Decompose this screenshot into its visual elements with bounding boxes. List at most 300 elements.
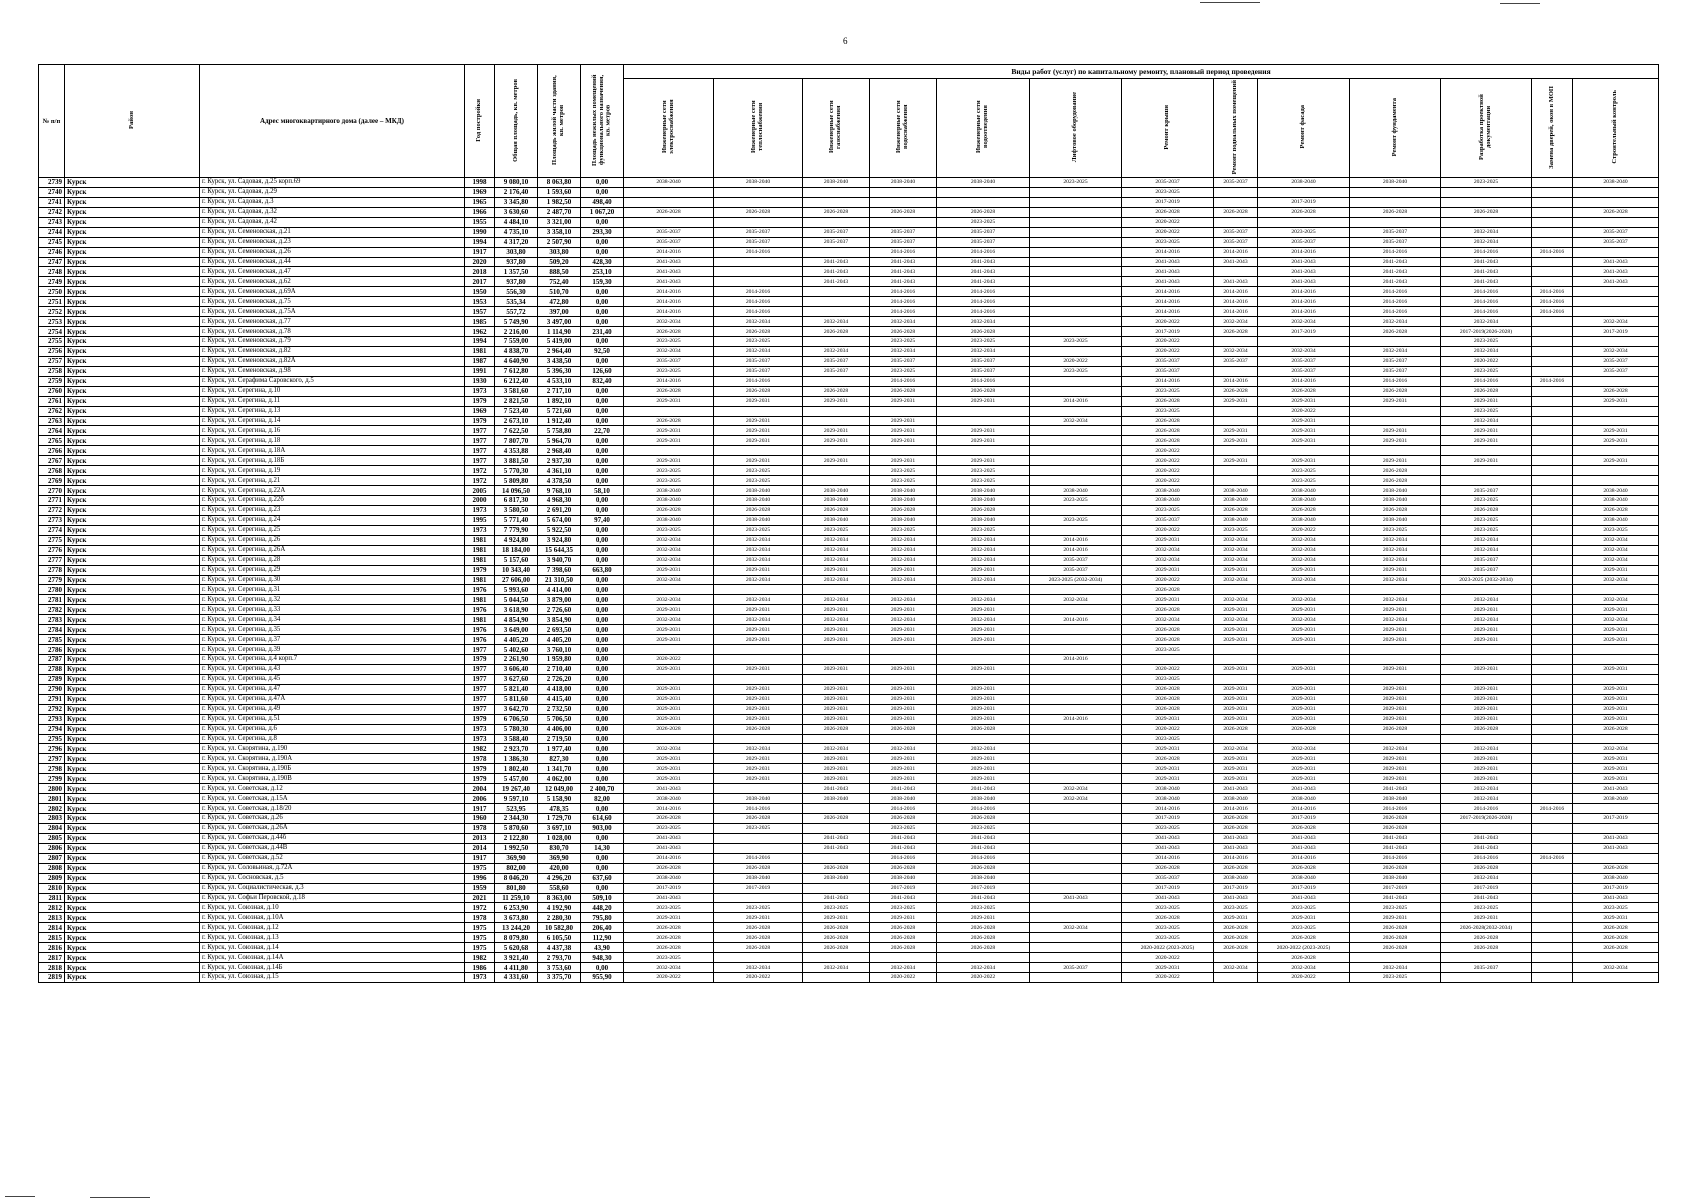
work-period-cell: 2026-2028 (1122, 704, 1214, 714)
work-period-cell: 2014-2016 (1441, 307, 1532, 317)
work-period-cell: 2026-2028 (1350, 923, 1441, 933)
area-total-cell: 5 770,30 (495, 466, 538, 476)
work-period-cell: 2035-2037 (870, 237, 937, 247)
table-row (39, 794, 1659, 804)
work-period-cell: 2032-2034 (1258, 545, 1350, 555)
work-period-cell: 2032-2034 (870, 963, 937, 973)
work-period-cell (1573, 446, 1659, 456)
work-period-cell (803, 217, 870, 227)
area-nonres-cell: 948,30 (581, 953, 624, 963)
area-total-cell: 10 343,40 (495, 565, 538, 575)
year-cell: 1979 (465, 565, 495, 575)
work-period-cell (1532, 366, 1573, 376)
work-period-cell (1030, 317, 1122, 327)
district-cell: Курск (65, 337, 200, 347)
work-period-cell: 2038-2040 (937, 178, 1030, 188)
work-period-cell: 2014-2016 (1030, 615, 1122, 625)
work-period-cell: 2029-2031 (1573, 694, 1659, 704)
work-period-cell: 2026-2028 (714, 863, 803, 873)
work-period-cell: 2029-2031 (1214, 565, 1258, 575)
work-period-cell: 2032-2034 (714, 346, 803, 356)
work-period-cell: 2029-2031 (870, 456, 937, 466)
work-period-cell (714, 257, 803, 267)
work-period-cell: 2029-2031 (1214, 426, 1258, 436)
col-district-header: Район (65, 65, 200, 178)
work-period-cell: 2014-2016 (1350, 247, 1441, 257)
area-nonres-cell: 0,00 (581, 337, 624, 347)
row-number: 2783 (39, 615, 65, 625)
work-period-cell (1532, 178, 1573, 188)
area-living-cell: 2 964,40 (538, 346, 581, 356)
work-period-cell (1573, 823, 1659, 833)
work-period-cell (1532, 893, 1573, 903)
area-total-cell: 7 612,80 (495, 366, 538, 376)
address-cell: г. Курск, ул. Садовая, д.42 (200, 217, 465, 227)
work-period-cell (1030, 873, 1122, 883)
area-living-cell: 3 760,10 (538, 645, 581, 655)
work-period-cell (1030, 466, 1122, 476)
work-period-cell: 2029-2031 (870, 694, 937, 704)
work-period-cell (1441, 645, 1532, 655)
work-period-cell (937, 674, 1030, 684)
work-period-cell (1532, 545, 1573, 555)
year-cell: 1978 (465, 913, 495, 923)
row-number: 2809 (39, 873, 65, 883)
district-cell: Курск (65, 734, 200, 744)
work-period-cell: 2023-2025 (1122, 933, 1214, 943)
area-nonres-cell: 0,00 (581, 804, 624, 814)
work-period-cell: 2026-2028 (870, 923, 937, 933)
work-period-cell: 2023-2025 (803, 903, 870, 913)
work-period-cell: 2026-2028 (1122, 863, 1214, 873)
area-total-cell: 5 811,60 (495, 694, 538, 704)
work-period-cell (1030, 635, 1122, 645)
work-period-cell: 2020-2022 (1030, 356, 1122, 366)
work-period-cell: 2041-2043 (937, 267, 1030, 277)
work-period-cell: 2014-2016 (870, 853, 937, 863)
work-period-cell: 2026-2028 (1122, 207, 1214, 217)
row-number: 2748 (39, 267, 65, 277)
work-period-cell: 2029-2031 (1573, 625, 1659, 635)
work-period-cell: 2026-2028 (624, 207, 714, 217)
area-nonres-cell: 0,00 (581, 754, 624, 764)
address-cell: г. Курск, ул. Серегина, д.23 (200, 505, 465, 515)
row-number: 2768 (39, 466, 65, 476)
area-nonres-cell: 2 400,70 (581, 784, 624, 794)
district-cell: Курск (65, 943, 200, 953)
row-number: 2810 (39, 883, 65, 893)
work-period-cell: 2017-2019 (624, 883, 714, 893)
work-period-cell (937, 734, 1030, 744)
work-period-cell: 2029-2031 (937, 664, 1030, 674)
area-living-cell: 1 959,80 (538, 655, 581, 665)
work-period-cell: 2029-2031 (1573, 684, 1659, 694)
work-period-cell: 2029-2031 (1258, 764, 1350, 774)
work-period-cell: 2026-2028 (624, 327, 714, 337)
work-period-cell (1532, 486, 1573, 496)
area-living-cell: 4 405,20 (538, 635, 581, 645)
work-period-cell: 2026-2028 (714, 386, 803, 396)
work-period-cell: 2014-2016 (1258, 287, 1350, 297)
table-row (39, 754, 1659, 764)
work-period-cell: 2041-2043 (937, 833, 1030, 843)
area-nonres-cell: 0,00 (581, 664, 624, 674)
work-period-cell: 2026-2028 (803, 505, 870, 515)
work-period-cell (1030, 734, 1122, 744)
work-period-cell (1214, 406, 1258, 416)
work-period-cell: 2029-2031 (803, 605, 870, 615)
district-cell: Курск (65, 515, 200, 525)
work-period-cell: 2023-2025 (1122, 187, 1214, 197)
area-nonres-cell: 0,00 (581, 724, 624, 734)
row-number: 2766 (39, 446, 65, 456)
work-period-cell: 2038-2040 (624, 178, 714, 188)
year-cell: 1979 (465, 774, 495, 784)
area-living-cell: 5 922,50 (538, 525, 581, 535)
work-period-cell: 2014-2016 (1258, 247, 1350, 257)
area-total-cell: 9 597,10 (495, 794, 538, 804)
area-living-cell: 3 753,60 (538, 963, 581, 973)
table-row (39, 814, 1659, 824)
area-total-cell: 4 317,20 (495, 237, 538, 247)
area-living-cell: 4 062,00 (538, 774, 581, 784)
table-row (39, 615, 1659, 625)
work-period-cell: 2029-2031 (1214, 913, 1258, 923)
work-period-cell (1441, 197, 1532, 207)
address-cell: г. Курск, ул. Семеновская, д.26 (200, 247, 465, 257)
area-living-cell: 2 726,20 (538, 674, 581, 684)
work-period-cell: 2023-2025 (1573, 525, 1659, 535)
address-cell: г. Курск, ул. Союзная, д.12 (200, 923, 465, 933)
address-cell: г. Курск, ул. Серегина, д.47 (200, 684, 465, 694)
work-period-cell: 2023-2025 (2032-2034) (1441, 575, 1532, 585)
work-period-cell (1573, 337, 1659, 347)
work-period-cell (714, 217, 803, 227)
district-cell: Курск (65, 565, 200, 575)
work-period-cell: 2041-2043 (1258, 267, 1350, 277)
work-period-cell: 2038-2040 (1258, 486, 1350, 496)
work-period-cell: 2023-2025 (624, 337, 714, 347)
work-period-cell: 2026-2028 (1214, 943, 1258, 953)
work-period-cell: 2026-2028 (624, 416, 714, 426)
work-period-cell: 2029-2031 (624, 625, 714, 635)
scan-mark-top (1500, 3, 1540, 4)
area-living-cell: 2 691,20 (538, 505, 581, 515)
area-total-cell: 2 122,80 (495, 833, 538, 843)
area-total-cell: 1 802,40 (495, 764, 538, 774)
work-period-cell: 2026-2028 (937, 814, 1030, 824)
area-nonres-cell: 637,60 (581, 873, 624, 883)
work-period-cell: 2023-2025 (624, 476, 714, 486)
work-period-cell (1030, 625, 1122, 635)
work-period-cell: 2032-2034 (714, 963, 803, 973)
work-period-cell: 2029-2031 (624, 774, 714, 784)
district-cell: Курск (65, 684, 200, 694)
area-total-cell: 3 588,40 (495, 734, 538, 744)
area-living-cell: 1 977,40 (538, 744, 581, 754)
table-row (39, 883, 1659, 893)
work-period-cell (1532, 605, 1573, 615)
area-living-cell: 5 964,70 (538, 436, 581, 446)
work-period-cell: 2032-2034 (1441, 346, 1532, 356)
table-row (39, 406, 1659, 416)
row-number: 2759 (39, 376, 65, 386)
work-period-cell: 2029-2031 (803, 764, 870, 774)
work-period-cell (1214, 197, 1258, 207)
work-period-cell: 2029-2031 (1214, 436, 1258, 446)
table-row (39, 625, 1659, 635)
work-period-cell (1350, 337, 1441, 347)
area-total-cell: 14 096,50 (495, 486, 538, 496)
work-period-cell (803, 655, 870, 665)
row-number: 2774 (39, 525, 65, 535)
col-area-nonres-header: Площадь нежилых помещений функционального назначения, кв. метров (581, 65, 624, 178)
area-living-cell: 4 533,10 (538, 376, 581, 386)
work-period-cell (1258, 645, 1350, 655)
work-period-cell: 2026-2028 (714, 327, 803, 337)
work-period-cell (1573, 406, 1659, 416)
work-period-cell (1441, 585, 1532, 595)
work-period-cell: 2035-2037 (714, 356, 803, 366)
work-period-cell: 2032-2034 (1350, 317, 1441, 327)
work-period-cell: 2029-2031 (1258, 436, 1350, 446)
work-period-cell: 2032-2034 (1122, 615, 1214, 625)
work-period-cell: 2035-2037 (803, 366, 870, 376)
work-period-cell: 2029-2031 (1350, 635, 1441, 645)
work-period-cell: 2041-2043 (1573, 843, 1659, 853)
work-period-cell: 2029-2031 (624, 754, 714, 764)
work-period-cell: 2020-2022 (1122, 525, 1214, 535)
work-period-cell: 2032-2034 (1441, 416, 1532, 426)
work-period-cell: 2032-2034 (937, 615, 1030, 625)
work-period-cell: 2014-2016 (714, 804, 803, 814)
work-period-cell (1030, 973, 1122, 983)
scan-mark-top (1200, 2, 1260, 3)
work-period-cell: 2032-2034 (1573, 535, 1659, 545)
work-period-cell: 2035-2037 (1258, 356, 1350, 366)
work-period-cell: 2026-2028 (870, 943, 937, 953)
work-period-cell: 2026-2028 (714, 505, 803, 515)
table-row (39, 734, 1659, 744)
work-period-cell: 2032-2034 (1030, 794, 1122, 804)
row-number: 2786 (39, 645, 65, 655)
work-period-cell (1532, 684, 1573, 694)
area-total-cell: 2 176,40 (495, 187, 538, 197)
work-period-cell: 2023-2025 (1441, 337, 1532, 347)
year-cell: 1975 (465, 923, 495, 933)
table-row (39, 664, 1659, 674)
table-row (39, 933, 1659, 943)
work-period-cell: 2026-2028 (1573, 207, 1659, 217)
work-type-header: Инженерные сети газоснабжения (803, 79, 870, 178)
work-period-cell: 2029-2031 (624, 764, 714, 774)
work-period-cell (1573, 217, 1659, 227)
work-period-cell: 2023-2025 (870, 337, 937, 347)
work-period-cell: 2029-2031 (1573, 704, 1659, 714)
work-period-cell (624, 734, 714, 744)
work-period-cell (870, 406, 937, 416)
district-cell: Курск (65, 197, 200, 207)
address-cell: г. Курск, ул. Серегина, д.10 (200, 386, 465, 396)
area-living-cell: 397,00 (538, 307, 581, 317)
work-period-cell (1532, 207, 1573, 217)
table-row (39, 227, 1659, 237)
work-period-cell: 2029-2031 (714, 456, 803, 466)
work-period-cell (1030, 426, 1122, 436)
area-total-cell: 3 881,50 (495, 456, 538, 466)
work-period-cell: 2029-2031 (937, 714, 1030, 724)
work-period-cell: 2014-2016 (714, 376, 803, 386)
work-period-cell: 2029-2031 (803, 913, 870, 923)
row-number: 2788 (39, 664, 65, 674)
work-period-cell (803, 376, 870, 386)
work-period-cell: 2023-2025 (1441, 178, 1532, 188)
row-number: 2765 (39, 436, 65, 446)
work-period-cell (1350, 953, 1441, 963)
work-period-cell: 2035-2037 (1122, 515, 1214, 525)
work-period-cell: 2035-2037 (1350, 227, 1441, 237)
work-period-cell: 2029-2031 (937, 565, 1030, 575)
work-period-cell: 2041-2043 (1030, 893, 1122, 903)
year-cell: 1981 (465, 535, 495, 545)
area-nonres-cell: 0,00 (581, 396, 624, 406)
area-living-cell: 2 937,30 (538, 456, 581, 466)
work-period-cell: 2041-2043 (1122, 257, 1214, 267)
district-cell: Курск (65, 267, 200, 277)
work-period-cell: 2026-2028 (1214, 933, 1258, 943)
work-period-cell: 2038-2040 (1258, 794, 1350, 804)
work-period-cell (1532, 396, 1573, 406)
work-period-cell (1030, 207, 1122, 217)
work-period-cell: 2014-2016 (1258, 376, 1350, 386)
work-period-cell (1030, 247, 1122, 257)
work-period-cell: 2029-2031 (803, 456, 870, 466)
work-period-cell: 2029-2031 (803, 704, 870, 714)
row-number: 2775 (39, 535, 65, 545)
year-cell: 1975 (465, 933, 495, 943)
table-row (39, 694, 1659, 704)
work-period-cell: 2029-2031 (624, 396, 714, 406)
table-row (39, 346, 1659, 356)
table-row (39, 366, 1659, 376)
work-period-cell: 2035-2037 (1350, 356, 1441, 366)
row-number: 2793 (39, 714, 65, 724)
table-row (39, 963, 1659, 973)
area-living-cell: 5 706,50 (538, 714, 581, 724)
work-period-cell: 2029-2031 (714, 664, 803, 674)
work-period-cell: 2026-2028 (624, 814, 714, 824)
work-period-cell: 2029-2031 (1441, 754, 1532, 764)
address-cell: г. Курск, ул. Серегина, д.29 (200, 565, 465, 575)
work-period-cell (870, 187, 937, 197)
work-period-cell: 2029-2031 (624, 565, 714, 575)
work-period-cell (624, 197, 714, 207)
work-period-cell: 2023-2025 (1122, 386, 1214, 396)
work-period-cell: 2014-2016 (1350, 376, 1441, 386)
work-period-cell: 2014-2016 (1214, 247, 1258, 257)
area-nonres-cell: 0,00 (581, 247, 624, 257)
area-nonres-cell: 0,00 (581, 217, 624, 227)
work-period-cell: 2023-2025 (2032-2034) (1030, 575, 1122, 585)
year-cell: 1973 (465, 734, 495, 744)
district-cell: Курск (65, 774, 200, 784)
area-nonres-cell: 0,00 (581, 645, 624, 655)
address-cell: г. Курск, ул. Семеновская, д.23 (200, 237, 465, 247)
work-period-cell: 2035-2037 (1214, 227, 1258, 237)
work-period-cell: 2029-2031 (1214, 605, 1258, 615)
work-period-cell: 2029-2031 (803, 774, 870, 784)
row-number: 2751 (39, 297, 65, 307)
work-period-cell: 2038-2040 (714, 486, 803, 496)
table-row (39, 496, 1659, 506)
work-period-cell: 2023-2025 (870, 366, 937, 376)
area-living-cell: 2 726,60 (538, 605, 581, 615)
year-cell: 2006 (465, 794, 495, 804)
year-cell: 1991 (465, 366, 495, 376)
work-period-cell: 2017-2019 (1350, 883, 1441, 893)
row-number: 2804 (39, 823, 65, 833)
work-period-cell: 2032-2034 (1030, 923, 1122, 933)
area-total-cell: 556,30 (495, 287, 538, 297)
work-period-cell (1030, 376, 1122, 386)
work-period-cell: 2032-2034 (1441, 744, 1532, 754)
year-cell: 1977 (465, 426, 495, 436)
works-group-header: Виды работ (услуг) по капитальному ремонту, плановый период проведения (624, 65, 1659, 79)
work-period-cell: 2038-2040 (714, 794, 803, 804)
work-period-cell: 2038-2040 (870, 873, 937, 883)
work-period-cell (1532, 525, 1573, 535)
work-period-cell (1532, 694, 1573, 704)
work-period-cell: 2038-2040 (624, 496, 714, 506)
work-period-cell (1532, 436, 1573, 446)
work-period-cell: 2014-2016 (870, 804, 937, 814)
table-row (39, 635, 1659, 645)
area-nonres-cell: 0,00 (581, 406, 624, 416)
work-period-cell: 2026-2028 (1350, 724, 1441, 734)
work-period-cell: 2023-2025 (803, 525, 870, 535)
work-period-cell: 2029-2031 (1441, 774, 1532, 784)
work-period-cell: 2029-2031 (624, 694, 714, 704)
area-total-cell: 5 044,50 (495, 595, 538, 605)
work-period-cell: 2041-2043 (803, 277, 870, 287)
address-cell: г. Курск, ул. Советская, д.26 (200, 814, 465, 824)
work-period-cell: 2026-2028 (624, 386, 714, 396)
work-period-cell: 2014-2016 (714, 297, 803, 307)
work-period-cell (1258, 585, 1350, 595)
work-period-cell: 2038-2040 (1030, 486, 1122, 496)
work-period-cell (1030, 505, 1122, 515)
work-period-cell (1258, 187, 1350, 197)
area-nonres-cell: 0,00 (581, 714, 624, 724)
work-period-cell: 2026-2028 (624, 923, 714, 933)
work-period-cell: 2038-2040 (1350, 794, 1441, 804)
work-period-cell: 2038-2040 (1573, 873, 1659, 883)
table-row (39, 386, 1659, 396)
work-period-cell (1214, 217, 1258, 227)
work-period-cell (1214, 267, 1258, 277)
work-period-cell: 2032-2034 (803, 535, 870, 545)
work-period-cell (1532, 724, 1573, 734)
work-period-cell: 2026-2028 (714, 943, 803, 953)
work-period-cell: 2026-2028 (1573, 724, 1659, 734)
work-period-cell: 2029-2031 (1441, 694, 1532, 704)
work-period-cell: 2026-2028 (1441, 943, 1532, 953)
year-cell: 1977 (465, 704, 495, 714)
work-period-cell (1441, 187, 1532, 197)
work-period-cell: 2032-2034 (870, 555, 937, 565)
work-period-cell: 2029-2031 (1573, 635, 1659, 645)
row-number: 2792 (39, 704, 65, 714)
